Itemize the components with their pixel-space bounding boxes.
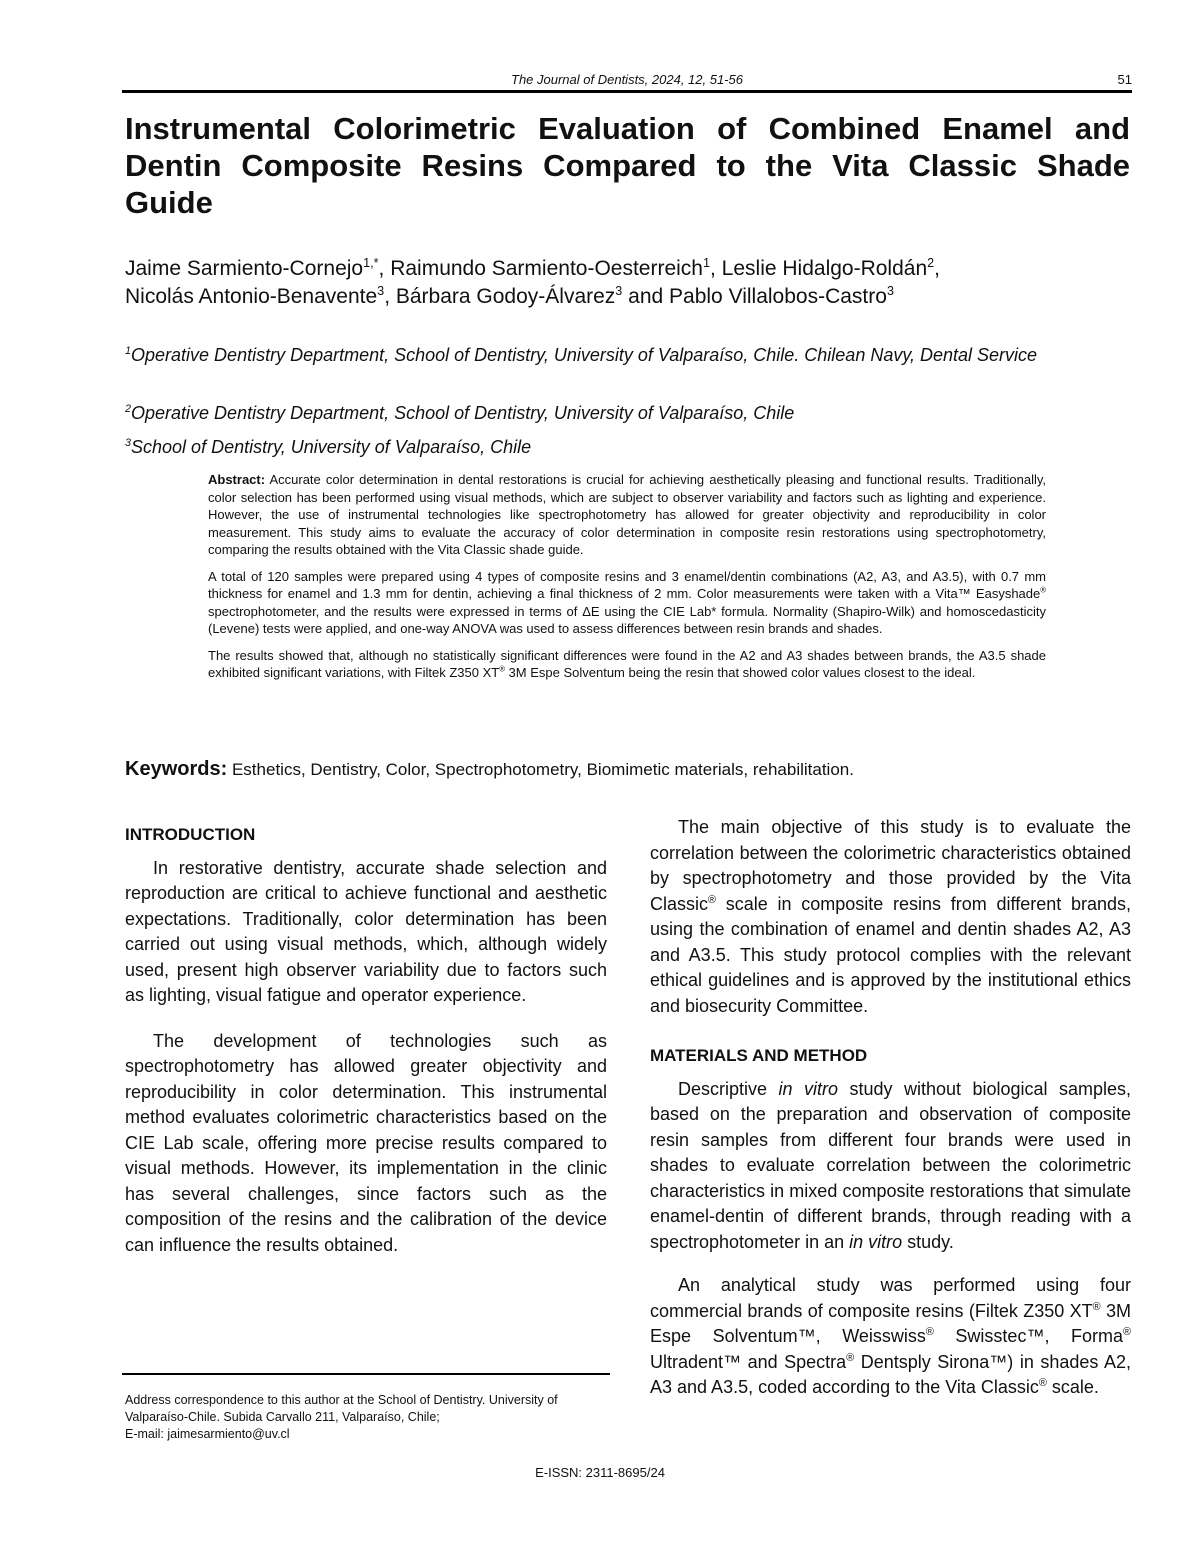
affiliation-2: $^2$Operative Dentistry Department, School of Dentistry, University of Valparaíso, Chile [125, 403, 795, 423]
section-heading-materials: MATERIALS AND METHOD [650, 1046, 868, 1065]
abstract-label: Abstract: [208, 472, 266, 487]
paragraph: Descriptive in vitro study without biological samples, based on the preparation and observation of composite resin samples from different four brands were used in shades to evaluate correlation between the colorimetric characteristics in mixed composite restorations that simulate enamel-dentin of different brands, through reading with a spectrophotometer in an in vitro study. [650, 1078, 1131, 1252]
paragraph: An analytical study was performed using four commercial brands of composite resins (Filtek Z350 XT® 3M Espe Solventum™, Weisswiss® Swisstec™, Forma® Ultradent™ and Spectra® Dentsply Sirona™) in shades A2, A3 and A3.5, coded according to the Vita Classic® scale. [650, 1275, 1131, 1397]
article-title: Instrumental Colorimetric Evaluation of Combined Enamel and Dentin Composite Resins Compared to the Vita Classic Shade Guide [125, 111, 1130, 220]
paragraph: The main objective of this study is to evaluate the correlation between the colorimetric characteristics obtained by spectrophotometry and those provided by the Vita Classic® scale in composite resins from different brands, using the combination of enamel and dentin shades A2, A3 and A3.5. This study protocol complies with the relevant ethical guidelines and is approved by the institutional ethics and biosecurity Committee. [650, 817, 1131, 1016]
author: Jaime Sarmiento-Cornejo [125, 257, 364, 280]
author: Bárbara Godoy-Álvarez [395, 285, 616, 308]
paragraph: The development of technologies such as spectrophotometry has allowed greater objectivity and reproducibility in color determination. This instrumental method evaluates colorimetric characteristics based on the CIE Lab scale, offering more precise results compared to visual methods. However, its implementation in the clinic has several challenges, since factors such as the composition of the resins and the calibration of the device can influence the results obtained. [125, 1030, 607, 1255]
author: Nicolás Antonio-Benavente [125, 285, 378, 308]
footnote-rule [122, 1373, 610, 1375]
author: Raimundo Sarmiento-Oesterreich [390, 257, 703, 280]
author: Leslie Hidalgo-Roldán [721, 257, 928, 280]
affiliation-3: $^3$School of Dentistry, University of Valparaíso, Chile [125, 437, 532, 457]
correspondence-footnote: Address correspondence to this author at the School of Dentistry. University of Valparaíso-Chile. Subida Carvallo 211, Valparaíso, Chile; E-mail: jaimesarmiento@uv.cl [125, 1392, 610, 1443]
author: Pablo Villalobos-Castro [669, 285, 887, 308]
section-heading-introduction: INTRODUCTION [125, 825, 256, 844]
author-list: Jaime Sarmiento-Cornejo$^{1,*}$, Raimundo Sarmiento-Oesterreich$^1$, Leslie Hidalgo-Roldán$^2$, Nicolás Antonio-Benavente$^3$, Bárbara Godoy-Álvarez$^3$ and Pablo Villalobos-Castro$^3$ [125, 256, 940, 308]
left-column [125, 822, 607, 1258]
journal-header: The Journal of Dentists, 2024, 12, 51-56 [511, 72, 743, 87]
right-column [650, 815, 1131, 1401]
email-link[interactable]: E-mail: jaimesarmiento@uv.cl [125, 1427, 290, 1441]
keywords: Keywords: Esthetics, Dentistry, Color, Spectrophotometry, Biomimetic materials, rehabilitation. [125, 758, 854, 780]
paragraph: In restorative dentistry, accurate shade selection and reproduction are critical to achieve functional and aesthetic expectations. Traditionally, color determination has been carried out using visual methods, which, although widely used, present high observer variability due to factors such as lighting, visual fatigue and operator experience. [125, 857, 607, 1005]
page-number: 51 [1117, 72, 1132, 87]
eissn-footer: E-ISSN: 2311-8695/24 [535, 1465, 665, 1480]
affiliation-1: $^1$Operative Dentistry Department, School of Dentistry, University of Valparaíso, Chile. Chilean Navy, Dental Service [125, 345, 1038, 365]
abstract: Abstract: Accurate color determination in dental restorations is crucial for achieving aesthetically pleasing and functional results. Traditionally, color selection has been performed using visual methods, which are subject to observer variability and factors such as lighting and experience. However, the use of instrumental technologies like spectrophotometry has allowed for greater objectivity and reproducibility in color measurement. This study aims to evaluate the accuracy of color determination in composite resin restorations using spectrophotometry, comparing the results obtained with the Vita Classic shade guide. A total of 120 samples were prepared using 4 types of composite resins and 3 enamel/dentin combinations (A2, A3, and A3.5), with 0.7 mm thickness for enamel and 1.3 mm for dentin, achieving a final thickness of 2 mm. Color measurements were taken with a Vita™ Easyshade® spectrophotometer, and the results were expressed in terms of ΔE using the CIE Lab* formula. Normality (Shapiro-Wilk) and homoscedasticity (Levene) tests were applied, and one-way ANOVA was used to assess differences between resin brands and shades. The results showed that, although no statistically significant differences were found in the A2 and A3 shades between brands, the A3.5 shade exhibited significant variations, with Filtek Z350 XT® 3M Espe Solventum being the resin that showed color values closest to the ideal. [208, 472, 1046, 680]
